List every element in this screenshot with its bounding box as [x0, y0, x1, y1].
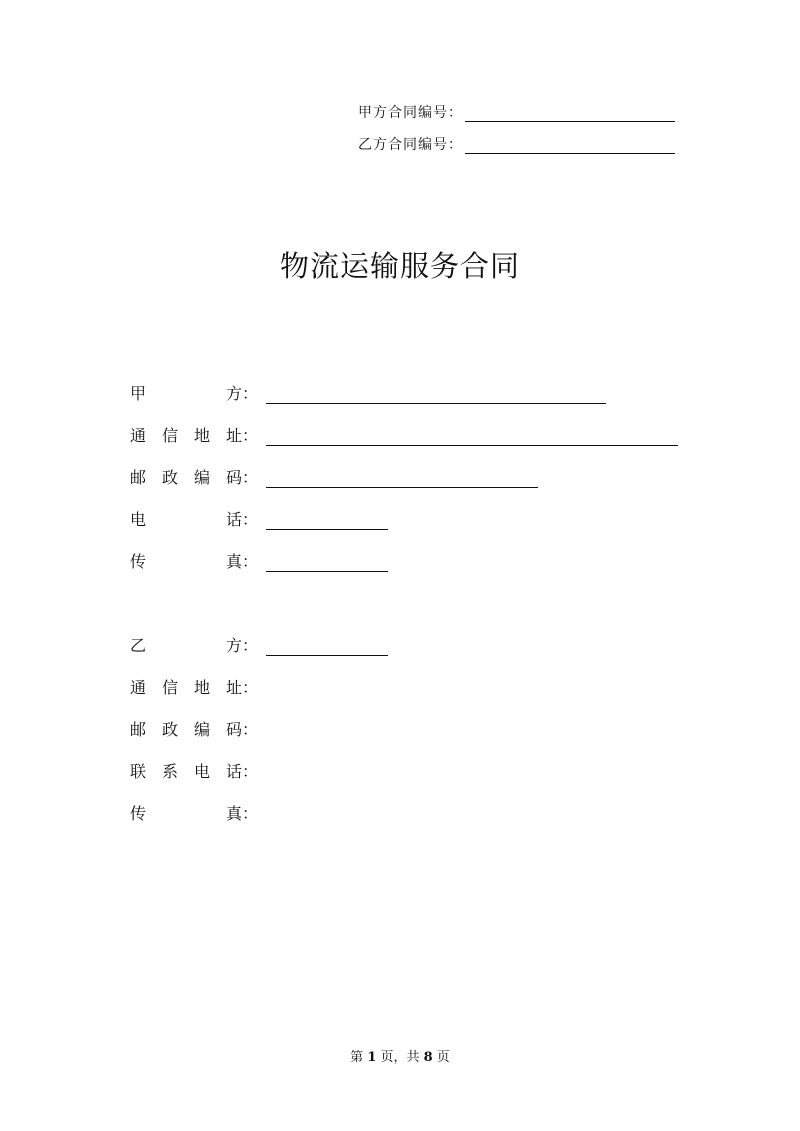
field-colon: ： [242, 510, 259, 529]
field-colon: ： [242, 804, 259, 823]
party-b-field-row [130, 716, 266, 740]
footer-current-page: 1 [367, 1050, 377, 1065]
field-label: 电 话 [130, 510, 242, 529]
field-colon: ： [242, 552, 259, 571]
field-label: 传 真 [130, 804, 242, 823]
field-colon: ： [242, 636, 259, 655]
footer-middle: 页，共 [376, 1050, 424, 1065]
footer-prefix: 第 [350, 1050, 368, 1065]
field-label: 通 信 地 址 [130, 426, 242, 445]
party-a-field-row [130, 380, 606, 404]
party-b-contract-no-row [358, 132, 675, 154]
field-label: 邮 政 编 码 [130, 468, 242, 487]
field-colon: ： [242, 720, 259, 739]
field-colon: ： [242, 762, 259, 781]
party-b-contract-no-blank[interactable] [465, 133, 675, 154]
field-colon: ： [242, 678, 259, 697]
party-a-contract-no-blank[interactable] [465, 101, 675, 122]
field-label: 邮 政 编 码 [130, 720, 242, 739]
field-label: 联 系 电 话 [130, 762, 242, 781]
party-a-field-row [130, 422, 678, 446]
field-blank-line[interactable] [266, 381, 606, 404]
party-a-field-row [130, 464, 538, 488]
footer-suffix: 页 [432, 1050, 450, 1065]
field-label: 乙 方 [130, 636, 242, 655]
party-a-contract-no-label: 甲方合同编号： [358, 105, 463, 121]
field-label: 通 信 地 址 [130, 678, 242, 697]
field-label: 传 真 [130, 552, 242, 571]
field-blank-line[interactable] [266, 423, 678, 446]
field-blank-line[interactable] [266, 549, 388, 572]
party-b-field-row [130, 632, 388, 656]
footer-total-pages: 8 [423, 1050, 433, 1065]
party-b-field-row [130, 674, 266, 698]
document-title: 物流运输服务合同 [279, 249, 520, 283]
party-a-field-row [130, 548, 388, 572]
field-colon: ： [242, 468, 259, 487]
field-colon: ： [242, 384, 259, 403]
field-label: 甲 方 [130, 384, 242, 403]
party-a-field-row [130, 506, 388, 530]
party-b-field-row [130, 800, 266, 824]
field-blank-line[interactable] [266, 633, 388, 656]
page-footer [0, 1046, 800, 1065]
field-blank-line[interactable] [266, 507, 388, 530]
party-a-contract-no-row [358, 100, 675, 122]
field-blank-line[interactable] [266, 465, 538, 488]
party-b-contract-no-label: 乙方合同编号： [358, 137, 463, 153]
field-colon: ： [242, 426, 259, 445]
party-b-field-row [130, 758, 266, 782]
